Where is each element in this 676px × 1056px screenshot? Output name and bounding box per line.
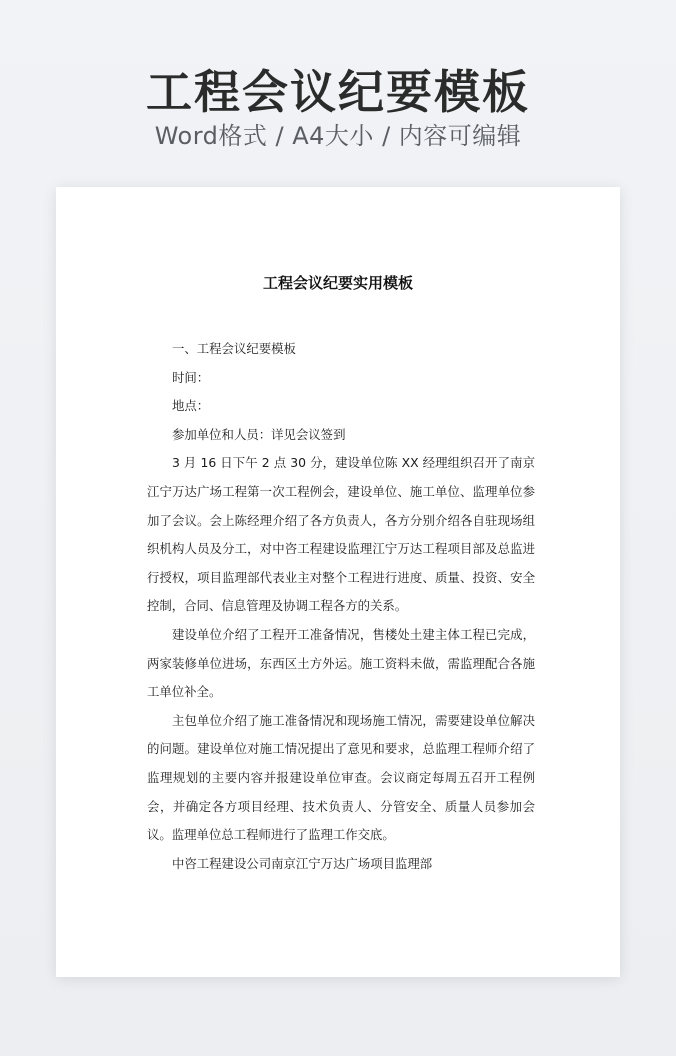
place-field: 地点：: [172, 398, 210, 414]
document-body: [147, 335, 535, 878]
paragraph-meeting-summary: 3 月 16 日下午 2 点 30 分，建设单位陈 XX 经理组织召开了南京江宁万达广场工程第一次工程例会，建设单位、施工单位、监理单位参加了会议。会上陈经理介绍了各方负责人，各方分别介绍各自驻现场组织机构人员及分工，对中咨工程建设监理江宁万达工程项目部及总监进行授权，项目监理部代表业主对整个工程进行进度、质量、投资、安全控制，合同、信息管理及协调工程各方的关系。: [147, 455, 535, 614]
attendees-field: 参加单位和人员：详见会议签到: [172, 426, 346, 442]
paragraph-contractor-report: 主包单位介绍了施工准备情况和现场施工情况，需要建设单位解决的问题。建设单位对施工情况提出了意见和要求，总监理工程师介绍了监理规划的主要内容并报建设单位审查。会议商定每周五召开工程例会，并确定各方项目经理、技术负责人、分管安全、质量人员参加会议。监理单位总工程师进行了监理工作交底。: [147, 712, 535, 843]
document-page: [56, 187, 620, 977]
time-field: 时间：: [172, 369, 210, 385]
paragraph-owner-report: 建设单位介绍了工程开工准备情况，售楼处土建主体工程已完成，两家装修单位进场，东西区土方外运。施工资料未做，需监理配合各施工单位补全。: [147, 626, 535, 700]
banner-title: 工程会议纪要模板: [146, 65, 530, 119]
section-heading: 一、工程会议纪要模板: [172, 341, 296, 356]
signature: 中咨工程建设公司南京江宁万达广场项目监理部: [172, 855, 433, 871]
banner-subtitle: Word格式 / A4大小 / 内容可编辑: [154, 122, 522, 150]
document-title: 工程会议纪要实用模板: [262, 274, 413, 292]
